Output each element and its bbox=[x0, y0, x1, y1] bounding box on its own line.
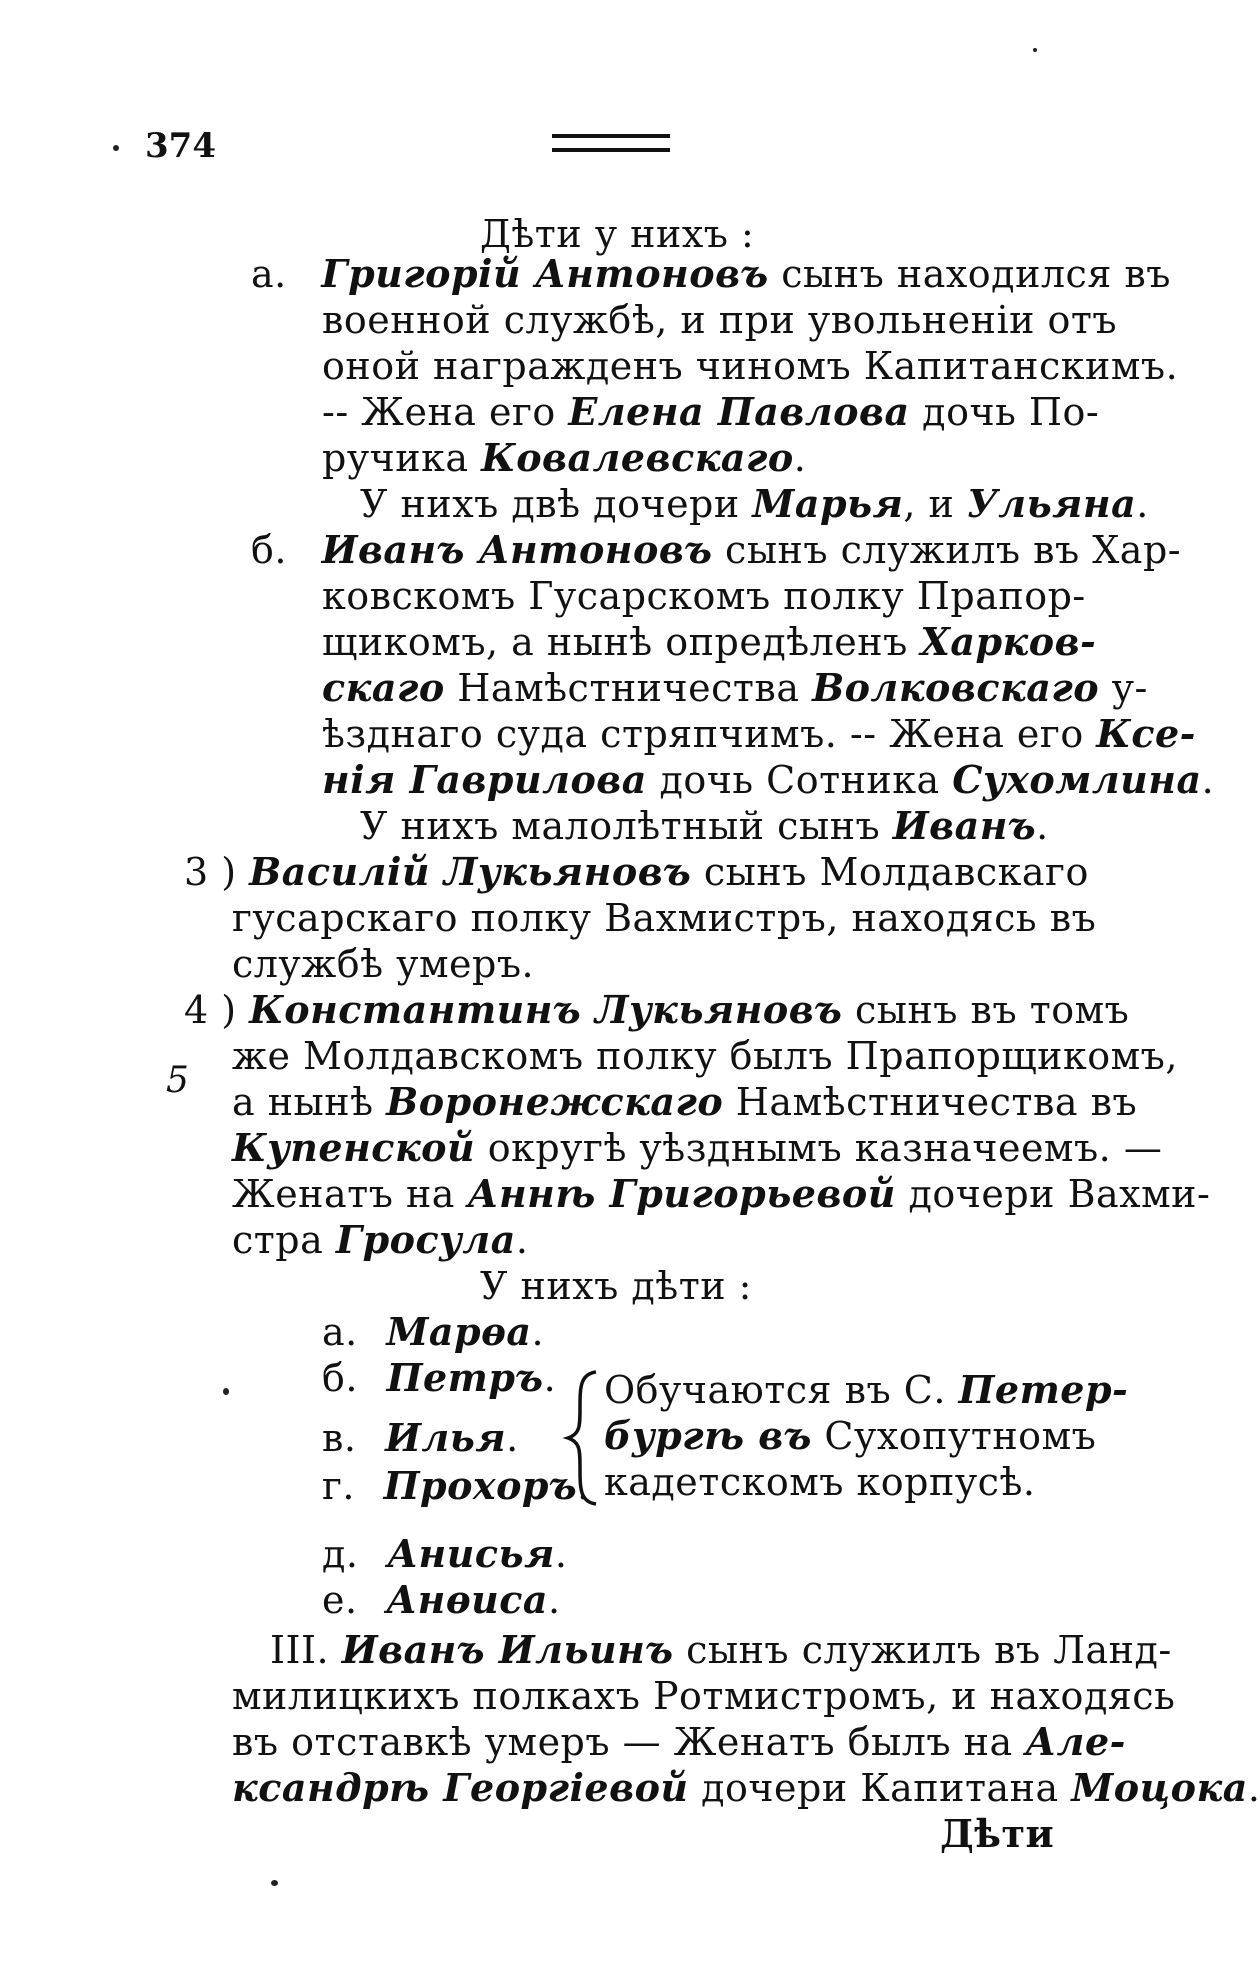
person-name: Прохоръ bbox=[383, 1463, 578, 1508]
text-line: милицкихъ полкахъ Ротмистромъ, и находясь bbox=[232, 1674, 1176, 1718]
margin-mark: 5 bbox=[166, 1060, 189, 1101]
item-letter: в. bbox=[322, 1416, 357, 1460]
catchword: Дѣти bbox=[940, 1811, 1055, 1856]
place-name: Петер- bbox=[958, 1367, 1129, 1412]
header-rule-top bbox=[552, 134, 670, 138]
line-text: . bbox=[1247, 1766, 1260, 1810]
text-line bbox=[322, 758, 1214, 802]
text-line bbox=[232, 1766, 1260, 1810]
line-text: . bbox=[1036, 804, 1049, 848]
line-text: . bbox=[543, 1356, 557, 1400]
ink-speck bbox=[1033, 48, 1037, 52]
text-line: ковскомъ Гусарскомъ полку Прапор- bbox=[322, 574, 1086, 618]
text-line bbox=[270, 1628, 1172, 1672]
person-name: Аннѣ Григорьевой bbox=[467, 1171, 896, 1216]
list-item bbox=[322, 1310, 544, 1354]
text-line: же Молдавскомъ полку былъ Прапорщикомъ, bbox=[232, 1034, 1178, 1078]
line-text: стра bbox=[232, 1218, 336, 1262]
person-name: Иванъ bbox=[892, 803, 1037, 848]
place-name: Воронежскаго bbox=[386, 1079, 724, 1124]
person-name: Константинъ Лукьяновъ bbox=[249, 987, 843, 1032]
text-line bbox=[232, 1720, 1126, 1764]
place-name: Харков- bbox=[920, 619, 1097, 664]
entry-number: III. bbox=[270, 1628, 342, 1672]
place-name: бургѣ въ bbox=[604, 1413, 812, 1458]
person-name: Гросула bbox=[335, 1217, 516, 1262]
text-line bbox=[232, 1080, 1137, 1124]
list-item bbox=[322, 1532, 567, 1576]
line-text: у- bbox=[1099, 666, 1148, 710]
line-text: У нихъ двѣ дочери bbox=[360, 482, 753, 526]
person-name: Василій Лукьяновъ bbox=[249, 849, 692, 894]
list-item bbox=[322, 1416, 519, 1460]
item-letter: е. bbox=[322, 1578, 358, 1622]
line-text: . bbox=[548, 1578, 561, 1622]
line-text: , и bbox=[903, 482, 967, 526]
place-name: Волковскаго bbox=[812, 665, 1100, 710]
item-letter: д. bbox=[322, 1532, 359, 1576]
text-line bbox=[184, 988, 1129, 1032]
brace-note-line bbox=[604, 1414, 1096, 1458]
line-text: дочь Сотника bbox=[646, 758, 953, 802]
text-line bbox=[322, 390, 1099, 434]
page-number: 374 bbox=[145, 126, 216, 166]
text-line bbox=[322, 620, 1096, 664]
person-name: Сухомлина bbox=[952, 757, 1202, 802]
text-line bbox=[232, 1172, 1210, 1216]
brace-note-line: кадетскомъ корпусѣ. bbox=[604, 1460, 1036, 1504]
curly-brace-icon bbox=[562, 1368, 602, 1508]
text-line: службѣ умеръ. bbox=[232, 942, 535, 986]
text-line bbox=[251, 252, 1171, 296]
person-name: Марѳа bbox=[386, 1309, 532, 1354]
list-item bbox=[322, 1464, 590, 1508]
text-line bbox=[251, 528, 1181, 572]
person-name: Григорій Антоновъ bbox=[321, 251, 769, 296]
text-line bbox=[360, 804, 1049, 848]
line-text: . bbox=[554, 1532, 568, 1576]
line-text: дочь По- bbox=[909, 390, 1100, 434]
line-text: У нихъ малолѣтный сынъ bbox=[360, 804, 893, 848]
entry-number: 3 ) bbox=[184, 850, 250, 894]
person-name: Ульяна bbox=[966, 481, 1137, 526]
ink-speck bbox=[113, 145, 119, 151]
line-text: -- Жена его bbox=[322, 390, 569, 434]
person-name: Анисья bbox=[387, 1531, 555, 1576]
person-name: Иванъ Ильинъ bbox=[341, 1627, 674, 1672]
person-name: Марья bbox=[752, 481, 904, 526]
line-text: округѣ уѣзднымъ казначеемъ. — bbox=[475, 1126, 1163, 1170]
place-name: скаго bbox=[322, 665, 445, 710]
text-line bbox=[322, 666, 1148, 710]
list-item bbox=[322, 1356, 556, 1400]
line-text: сынъ въ томъ bbox=[842, 988, 1130, 1032]
place-name: Купенской bbox=[232, 1125, 476, 1170]
header-rule-bottom bbox=[552, 148, 670, 152]
list-item bbox=[322, 1578, 561, 1622]
ink-speck bbox=[271, 1880, 278, 1886]
line-text: Обучаются въ С. bbox=[604, 1368, 959, 1412]
person-name: Елена Павлова bbox=[568, 389, 910, 434]
line-text: сынъ Молдавскаго bbox=[691, 850, 1089, 894]
text-line bbox=[184, 850, 1089, 894]
item-letter: б. bbox=[251, 528, 287, 572]
item-letter: б. bbox=[322, 1356, 358, 1400]
text-line: гусарскаго полку Вахмистръ, находясь въ bbox=[232, 896, 1097, 940]
person-name: ксандрѣ Георгіевой bbox=[232, 1765, 689, 1810]
person-name: Петръ bbox=[386, 1355, 544, 1400]
line-text: дочери Капитана bbox=[688, 1766, 1072, 1810]
line-text: сынъ служилъ въ Ланд- bbox=[673, 1628, 1172, 1672]
person-name: нія Гавриловa bbox=[322, 757, 647, 802]
line-text: . bbox=[506, 1416, 519, 1460]
text-line bbox=[232, 1218, 528, 1262]
person-name: Анѳиса bbox=[386, 1577, 548, 1622]
entry-number: 4 ) bbox=[184, 988, 250, 1032]
section-heading: У нихъ дѣти : bbox=[480, 1264, 752, 1308]
line-text: . bbox=[1136, 482, 1149, 526]
line-text: сынъ служилъ въ Хар- bbox=[712, 528, 1182, 572]
text-line: военной службѣ, и при увольненіи отъ bbox=[322, 298, 1118, 342]
item-letter: г. bbox=[322, 1464, 355, 1508]
ink-speck bbox=[223, 1388, 229, 1395]
person-name: Иванъ Антоновъ bbox=[321, 527, 713, 572]
line-text: Сухопутномъ bbox=[811, 1414, 1097, 1458]
line-text: щикомъ, а нынѣ опредѣленъ bbox=[322, 620, 921, 664]
person-name: Але- bbox=[1025, 1719, 1126, 1764]
line-text: дочери Вахми- bbox=[895, 1172, 1211, 1216]
line-text: Намѣстничества bbox=[444, 666, 813, 710]
line-text: сынъ находился въ bbox=[768, 252, 1171, 296]
person-name: Илья bbox=[385, 1415, 507, 1460]
section-heading: Дѣти у нихъ : bbox=[480, 212, 755, 256]
item-letter: а. bbox=[251, 252, 287, 296]
text-line bbox=[322, 712, 1196, 756]
text-line bbox=[322, 436, 806, 480]
line-text: . bbox=[1201, 758, 1215, 802]
line-text: ѣзднаго суда стряпчимъ. -- Жена его bbox=[322, 712, 1097, 756]
item-letter: а. bbox=[322, 1310, 358, 1354]
line-text: . bbox=[793, 436, 807, 480]
text-line: оной награжденъ чиномъ Капитанскимъ. bbox=[322, 344, 1179, 388]
line-text: ручика bbox=[322, 436, 482, 480]
line-text: . bbox=[577, 1464, 590, 1508]
person-name: Ксе- bbox=[1096, 711, 1196, 756]
line-text: . bbox=[531, 1310, 545, 1354]
line-text: Намѣстничества въ bbox=[723, 1080, 1138, 1124]
line-text: . bbox=[515, 1218, 529, 1262]
brace-note-line bbox=[604, 1368, 1128, 1412]
person-name: Ковалевскаго bbox=[481, 435, 794, 480]
text-line bbox=[360, 482, 1149, 526]
line-text: а нынѣ bbox=[232, 1080, 387, 1124]
line-text: Женатъ на bbox=[232, 1172, 468, 1216]
text-line bbox=[232, 1126, 1162, 1170]
line-text: въ отставкѣ умеръ — Женатъ былъ на bbox=[232, 1720, 1026, 1764]
person-name: Моцока bbox=[1071, 1765, 1248, 1810]
